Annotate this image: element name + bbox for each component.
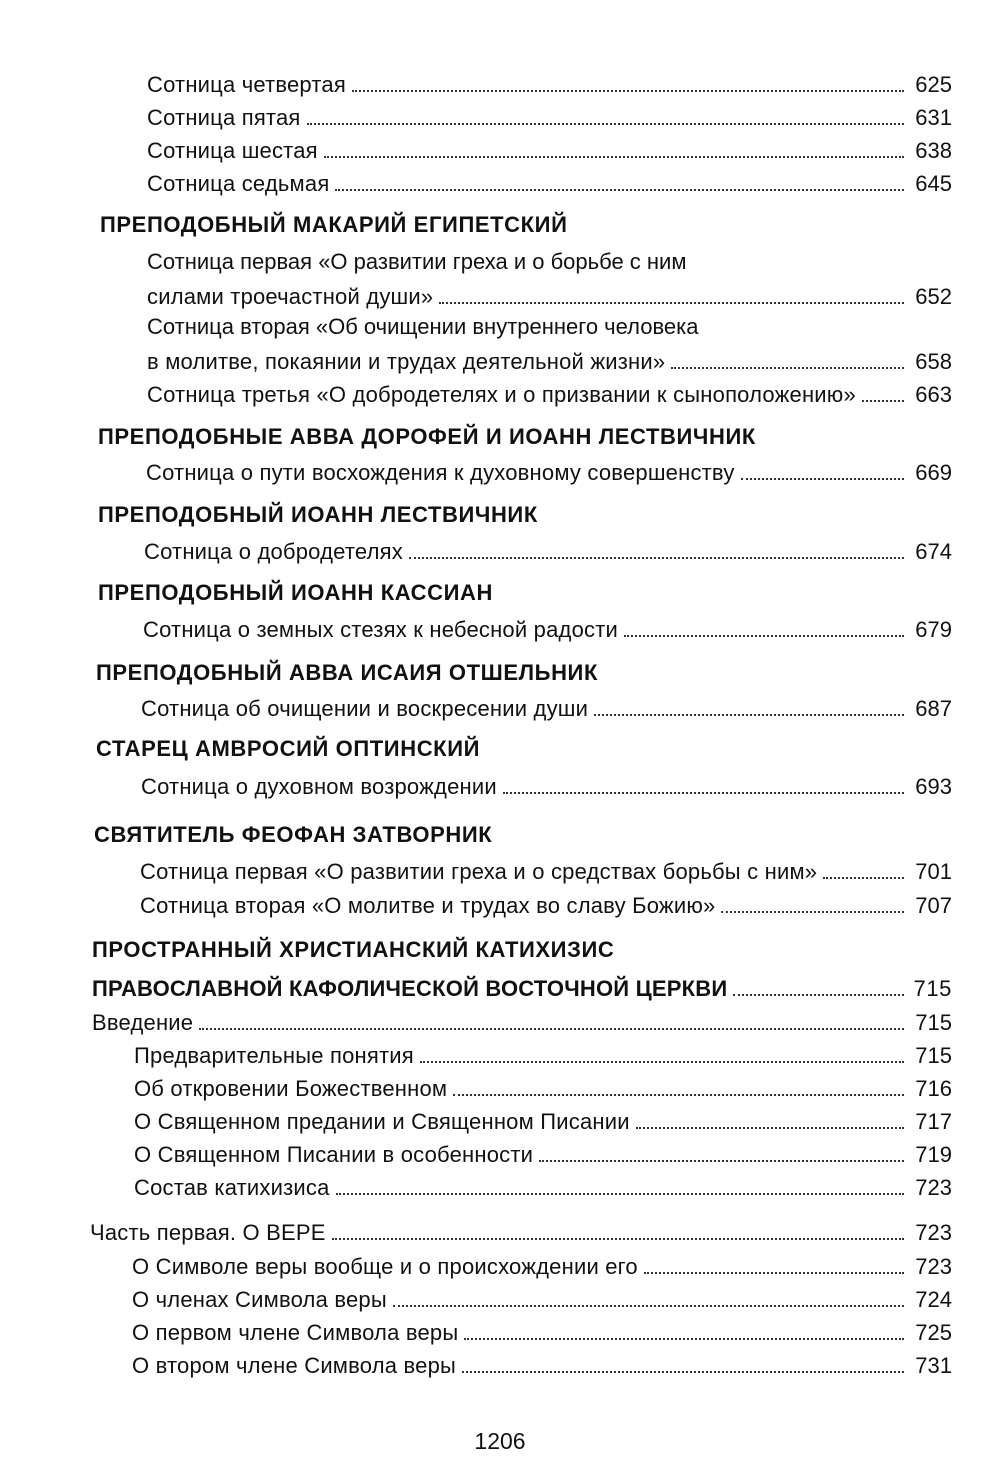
leader-dots bbox=[733, 994, 904, 996]
entry-title: О первом члене Символа веры bbox=[132, 1320, 459, 1345]
entry-title: Сотница первая «О развитии греха и о средствах борьбы с ним» bbox=[140, 859, 818, 884]
toc-entry[interactable] bbox=[144, 535, 952, 565]
toc-entry[interactable] bbox=[147, 378, 952, 408]
entry-title-line: Сотница вторая «Об очищении внутреннего человека bbox=[147, 314, 699, 339]
entry-page: 645 bbox=[915, 171, 952, 196]
entry-page: 715 bbox=[913, 976, 952, 1001]
toc-entry[interactable] bbox=[132, 1250, 952, 1280]
page-number: 1206 bbox=[474, 1428, 526, 1454]
toc-entry[interactable] bbox=[147, 134, 952, 164]
entry-title: Сотница о духовном возрождении bbox=[141, 774, 497, 799]
toc-entry[interactable] bbox=[147, 280, 952, 310]
leader-dots bbox=[420, 1061, 904, 1063]
entry-page: 724 bbox=[915, 1287, 952, 1312]
entry-title: Сотница третья «О добродетелях и о призвании к сыноположению» bbox=[147, 382, 856, 407]
entry-page: 625 bbox=[915, 72, 952, 97]
toc-entry[interactable] bbox=[90, 1216, 952, 1246]
leader-dots bbox=[332, 1238, 904, 1240]
entry-title: Сотница вторая «О молитве и трудах во славу Божию» bbox=[140, 893, 716, 918]
entry-title: Сотница седьмая bbox=[147, 171, 330, 196]
leader-dots bbox=[624, 635, 904, 637]
leader-dots bbox=[462, 1371, 904, 1373]
toc-entry[interactable] bbox=[134, 1039, 952, 1069]
entry-title: О Священном предании и Священном Писании bbox=[134, 1109, 630, 1134]
entry-title: Сотница четвертая bbox=[147, 72, 346, 97]
entry-page: 723 bbox=[915, 1175, 952, 1200]
entry-title: Часть первая. О ВЕРЕ bbox=[90, 1220, 326, 1245]
entry-page: 723 bbox=[915, 1220, 952, 1245]
entry-title: ПРАВОСЛАВНОЙ КАФОЛИЧЕСКОЙ ВОСТОЧНОЙ ЦЕРКВИ bbox=[92, 976, 728, 1001]
toc-entry[interactable] bbox=[134, 1105, 952, 1135]
leader-dots bbox=[636, 1127, 904, 1129]
toc-entry[interactable] bbox=[134, 1171, 952, 1201]
entry-title: О Священном Писании в особенности bbox=[134, 1142, 534, 1167]
toc-entry[interactable] bbox=[143, 613, 952, 643]
toc-entry[interactable] bbox=[134, 1072, 952, 1102]
toc-entry[interactable] bbox=[132, 1316, 952, 1346]
toc-entry[interactable] bbox=[147, 345, 952, 375]
leader-dots bbox=[409, 557, 904, 559]
leader-dots bbox=[644, 1272, 904, 1274]
entry-title: Введение bbox=[92, 1010, 194, 1035]
entry-title: Об откровении Божественном bbox=[134, 1076, 448, 1101]
entry-page: 693 bbox=[915, 774, 952, 799]
section-heading: ПРЕПОДОБНЫЙ АВВА ИСАИЯ ОТШЕЛЬНИК bbox=[96, 660, 598, 685]
toc-entry[interactable] bbox=[140, 889, 952, 919]
entry-page: 674 bbox=[915, 539, 952, 564]
toc-entry[interactable] bbox=[147, 68, 952, 98]
entry-title: силами троечастной души» bbox=[147, 284, 434, 309]
entry-page: 723 bbox=[915, 1254, 952, 1279]
leader-dots bbox=[335, 189, 904, 191]
entry-page: 701 bbox=[915, 859, 952, 884]
leader-dots bbox=[862, 400, 904, 402]
toc-entry[interactable] bbox=[132, 1349, 952, 1379]
entry-page: 719 bbox=[915, 1142, 952, 1167]
entry-title-line: Сотница первая «О развитии греха и о борьбе с ним bbox=[147, 249, 687, 274]
section-heading: СВЯТИТЕЛЬ ФЕОФАН ЗАТВОРНИК bbox=[94, 822, 493, 847]
entry-title: Состав катихизиса bbox=[134, 1175, 330, 1200]
toc-entry[interactable] bbox=[147, 167, 952, 197]
leader-dots bbox=[393, 1305, 904, 1307]
entry-page: 716 bbox=[915, 1076, 952, 1101]
leader-dots bbox=[324, 156, 904, 158]
leader-dots bbox=[453, 1094, 904, 1096]
leader-dots bbox=[721, 911, 904, 913]
leader-dots bbox=[352, 90, 904, 92]
toc-entry[interactable] bbox=[92, 1006, 952, 1036]
entry-title: Предварительные понятия bbox=[134, 1043, 414, 1068]
leader-dots bbox=[741, 478, 904, 480]
entry-page: 652 bbox=[915, 284, 952, 309]
entry-page: 638 bbox=[915, 138, 952, 163]
toc-entry[interactable] bbox=[140, 855, 952, 885]
entry-title: Сотница пятая bbox=[147, 105, 301, 130]
toc-entry[interactable] bbox=[146, 456, 952, 486]
entry-page: 731 bbox=[915, 1353, 952, 1378]
entry-page: 669 bbox=[915, 460, 952, 485]
toc-entry[interactable] bbox=[132, 1283, 952, 1313]
leader-dots bbox=[439, 302, 904, 304]
toc-entry[interactable] bbox=[141, 692, 952, 722]
leader-dots bbox=[199, 1028, 904, 1030]
entry-title: О Символе веры вообще и о происхождении его bbox=[132, 1254, 638, 1279]
toc-entry[interactable] bbox=[134, 1138, 952, 1168]
entry-page: 687 bbox=[915, 696, 952, 721]
section-heading: СТАРЕЦ АМВРОСИЙ ОПТИНСКИЙ bbox=[96, 736, 481, 761]
entry-page: 717 bbox=[915, 1109, 952, 1134]
entry-page: 679 bbox=[915, 617, 952, 642]
entry-title: Сотница о пути восхождения к духовному совершенству bbox=[146, 460, 735, 485]
entry-page: 715 bbox=[915, 1010, 952, 1035]
leader-dots bbox=[307, 123, 904, 125]
entry-page: 663 bbox=[915, 382, 952, 407]
entry-page: 707 bbox=[915, 893, 952, 918]
entry-title: О втором члене Символа веры bbox=[132, 1353, 457, 1378]
entry-title: Сотница шестая bbox=[147, 138, 318, 163]
toc-entry[interactable] bbox=[92, 972, 952, 1002]
entry-title: в молитве, покаянии и трудах деятельной жизни» bbox=[147, 349, 666, 374]
entry-title: Сотница о земных стезях к небесной радости bbox=[143, 617, 618, 642]
entry-title: Сотница об очищении и воскресении души bbox=[141, 696, 589, 721]
section-heading: ПРОСТРАННЫЙ ХРИСТИАНСКИЙ КАТИХИЗИС bbox=[92, 937, 615, 962]
section-heading: ПРЕПОДОБНЫЙ ИОАНН ЛЕСТВИЧНИК bbox=[98, 502, 538, 527]
entry-page: 658 bbox=[915, 349, 952, 374]
section-heading: ПРЕПОДОБНЫЙ МАКАРИЙ ЕГИПЕТСКИЙ bbox=[100, 212, 568, 237]
toc-entry[interactable] bbox=[141, 770, 952, 800]
entry-title: Сотница о добродетелях bbox=[144, 539, 403, 564]
leader-dots bbox=[671, 367, 904, 369]
leader-dots bbox=[594, 714, 904, 716]
section-heading: ПРЕПОДОБНЫЕ АВВА ДОРОФЕЙ И ИОАНН ЛЕСТВИЧНИК bbox=[98, 424, 756, 449]
entry-page: 715 bbox=[915, 1043, 952, 1068]
leader-dots bbox=[539, 1160, 904, 1162]
entry-page: 631 bbox=[915, 105, 952, 130]
entry-title: О членах Символа веры bbox=[132, 1287, 387, 1312]
toc-entry[interactable] bbox=[147, 101, 952, 131]
leader-dots bbox=[503, 792, 904, 794]
leader-dots bbox=[336, 1193, 904, 1195]
leader-dots bbox=[464, 1338, 904, 1340]
entry-page: 725 bbox=[915, 1320, 952, 1345]
leader-dots bbox=[823, 877, 904, 879]
section-heading: ПРЕПОДОБНЫЙ ИОАНН КАССИАН bbox=[98, 580, 494, 605]
